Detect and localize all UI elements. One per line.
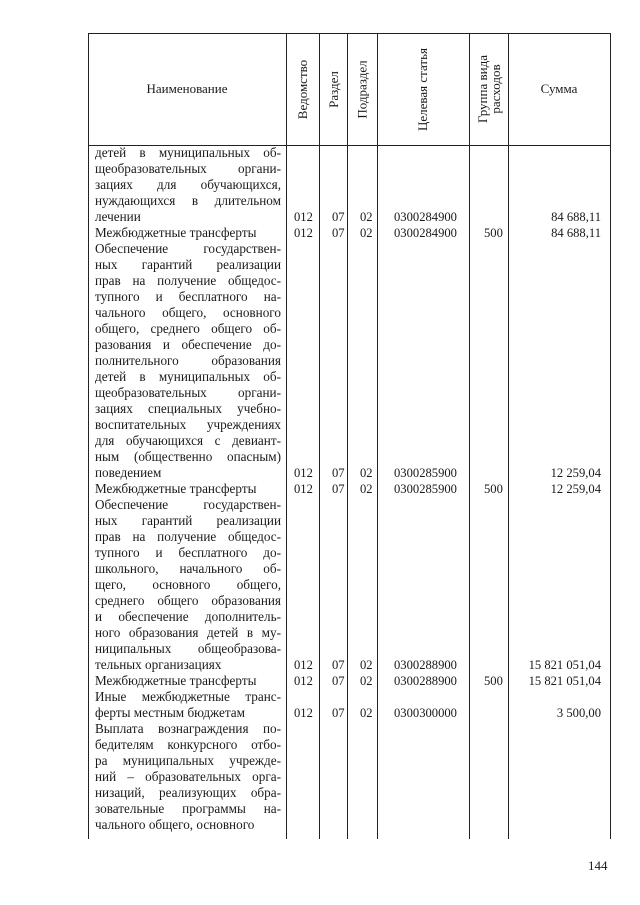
razdel-cell: 07 [332, 226, 345, 240]
name-line-text: детей в муниципальных об- [95, 369, 281, 384]
name-line-text: ным (общественно опасным) [95, 449, 281, 464]
celevaya-statya-cell: 0300300000 [394, 706, 457, 720]
name-line [95, 481, 281, 497]
gruppa-cell: 500 [484, 674, 503, 688]
col-border [469, 33, 470, 839]
name-line [95, 657, 281, 673]
name-line-text: чального общего, основного [95, 817, 255, 832]
name-line [95, 321, 281, 337]
col-border [319, 33, 320, 839]
summa-cell: 3 500,00 [556, 706, 601, 720]
name-line [95, 753, 281, 769]
celevaya-statya-cell: 0300284900 [394, 226, 457, 240]
name-line-text: для обучающихся с девиант- [95, 433, 281, 448]
budget-table [88, 33, 611, 839]
name-line-text: ферты местным бюджетам [95, 705, 245, 720]
name-line-text: бедителям конкурсного отбо- [95, 737, 281, 752]
razdel-cell: 07 [332, 706, 345, 720]
header-razdel-text: Раздел [325, 70, 341, 108]
podrazdel-cell: 02 [360, 466, 373, 480]
name-line-text: ных гарантий реализации [95, 513, 281, 528]
name-line-text: Обеспечение государствен- [95, 241, 281, 256]
celevaya-statya-cell: 0300288900 [394, 674, 457, 688]
name-line-text: ных гарантий реализации [95, 257, 281, 272]
header-vedomstvo-text: Ведомство [295, 59, 310, 119]
col-border [88, 33, 89, 839]
name-line [95, 513, 281, 529]
name-line-text: детей в муниципальных об- [95, 145, 281, 160]
header-celevaya-statya-text: Целевая статья [415, 47, 431, 131]
name-line-text: чального общего, основного [95, 305, 281, 320]
name-line-text: зовательные программы на- [95, 801, 281, 816]
name-line [95, 449, 281, 465]
name-line [95, 705, 281, 721]
name-line [95, 337, 281, 353]
name-line [95, 721, 281, 737]
vedomstvo-cell: 012 [294, 674, 313, 688]
name-line-text: школьного, начального об- [95, 561, 281, 576]
name-line [95, 817, 281, 833]
name-line-text: Межбюджетные трансферты [95, 481, 257, 496]
name-line [95, 785, 281, 801]
name-line [95, 193, 281, 209]
header-celevaya-statya [377, 33, 469, 145]
header-gruppa-line2: расходов [487, 64, 503, 114]
name-line-text: тупного и бесплатного до- [95, 545, 281, 560]
vedomstvo-cell: 012 [294, 706, 313, 720]
name-line [95, 273, 281, 289]
podrazdel-cell: 02 [360, 706, 373, 720]
name-line-text: щеобразовательных органи- [95, 385, 281, 400]
name-line [95, 369, 281, 385]
name-line-text: поведением [95, 465, 162, 480]
vedomstvo-cell: 012 [294, 210, 313, 224]
name-line [95, 625, 281, 641]
razdel-cell: 07 [332, 210, 345, 224]
name-line [95, 497, 281, 513]
col-border [347, 33, 348, 839]
name-line [95, 241, 281, 257]
name-column [95, 145, 281, 833]
summa-cell: 12 259,04 [550, 466, 601, 480]
name-line-text: Обеспечение государствен- [95, 497, 281, 512]
col-border [377, 33, 378, 839]
header-podrazdel-text: Подраздел [354, 59, 370, 119]
name-line [95, 177, 281, 193]
name-line [95, 593, 281, 609]
name-line-text: щеобразовательных органи- [95, 161, 281, 176]
gruppa-cell: 500 [484, 226, 503, 240]
header-summa-text: Сумма [540, 81, 578, 96]
name-line [95, 545, 281, 561]
col-border [610, 33, 611, 839]
name-line [95, 577, 281, 593]
name-line-text: ниципальных общеобразова- [95, 641, 281, 656]
razdel-cell: 07 [332, 482, 345, 496]
name-line-text: зациях специальных учебно- [95, 401, 281, 416]
name-line-text: Выплата вознаграждения по- [95, 721, 281, 736]
name-line [95, 145, 281, 161]
name-line [95, 209, 281, 225]
col-border [286, 33, 287, 839]
celevaya-statya-cell: 0300284900 [394, 210, 457, 224]
podrazdel-cell: 02 [360, 482, 373, 496]
vedomstvo-cell: 012 [294, 482, 313, 496]
name-line-text: зациях для обучающихся, [95, 177, 281, 192]
name-line [95, 257, 281, 273]
name-line-text: Межбюджетные трансферты [95, 225, 257, 240]
summa-cell: 15 821 051,04 [528, 658, 601, 672]
name-line [95, 737, 281, 753]
podrazdel-cell: 02 [360, 210, 373, 224]
razdel-cell: 07 [332, 658, 345, 672]
header-name [88, 33, 286, 145]
col-border [508, 33, 509, 839]
vedomstvo-cell: 012 [294, 226, 313, 240]
name-line [95, 529, 281, 545]
header-summa [508, 33, 610, 145]
name-line-text: ний – образовательных орга- [95, 769, 281, 784]
podrazdel-cell: 02 [360, 658, 373, 672]
name-line-text: прав на получение общедос- [95, 529, 281, 544]
celevaya-statya-cell: 0300285900 [394, 482, 457, 496]
name-line-text: полнительного образования [95, 353, 281, 368]
name-line [95, 417, 281, 433]
vedomstvo-cell: 012 [294, 658, 313, 672]
name-line [95, 689, 281, 705]
razdel-cell: 07 [332, 466, 345, 480]
celevaya-statya-cell: 0300288900 [394, 658, 457, 672]
name-line-text: нуждающихся в длительном [95, 193, 281, 208]
name-line-text: среднего общего образования [95, 593, 281, 608]
name-line [95, 385, 281, 401]
name-line-text: тельных организациях [95, 657, 222, 672]
header-gruppa [469, 33, 508, 145]
name-line [95, 401, 281, 417]
name-line [95, 561, 281, 577]
name-line [95, 609, 281, 625]
vedomstvo-cell: 012 [294, 466, 313, 480]
name-line [95, 353, 281, 369]
name-line [95, 225, 281, 241]
name-line-text: прав на получение общедос- [95, 273, 281, 288]
name-line-text: разования и обеспечение до- [95, 337, 281, 352]
header-gruppa-text [476, 55, 502, 123]
header-podrazdel [347, 33, 377, 145]
header-name-text: Наименование [146, 81, 228, 96]
name-line [95, 801, 281, 817]
name-line-text: общего, среднего общего об- [95, 321, 281, 336]
name-line-text: щего, основного общего, [95, 577, 281, 592]
name-line [95, 465, 281, 481]
name-line [95, 673, 281, 689]
name-line-text: лечении [95, 209, 141, 224]
name-line [95, 161, 281, 177]
name-line [95, 433, 281, 449]
name-line-text: ра муниципальных учрежде- [95, 753, 281, 768]
name-line [95, 289, 281, 305]
name-line-text: воспитательных учреждениях [95, 417, 281, 432]
name-line-text: Межбюджетные трансферты [95, 673, 257, 688]
summa-cell: 15 821 051,04 [528, 674, 601, 688]
header-razdel [319, 33, 347, 145]
gruppa-cell: 500 [484, 482, 503, 496]
name-line-text: ного образования детей в му- [95, 625, 281, 640]
name-line [95, 305, 281, 321]
name-line-text: низаций, реализующих обра- [95, 785, 281, 800]
podrazdel-cell: 02 [360, 674, 373, 688]
page-number: 144 [588, 858, 608, 873]
razdel-cell: 07 [332, 674, 345, 688]
summa-cell: 84 688,11 [551, 210, 601, 224]
summa-cell: 12 259,04 [550, 482, 601, 496]
name-line-text: Иные межбюджетные транс- [95, 689, 281, 704]
header-vedomstvo [286, 33, 319, 145]
name-line [95, 769, 281, 785]
name-line [95, 641, 281, 657]
name-line-text: тупного и бесплатного на- [95, 289, 281, 304]
summa-cell: 84 688,11 [551, 226, 601, 240]
podrazdel-cell: 02 [360, 226, 373, 240]
header-gruppa-line1: Группа вида [474, 55, 490, 123]
name-line-text: и обеспечение дополнитель- [95, 609, 281, 624]
celevaya-statya-cell: 0300285900 [394, 466, 457, 480]
